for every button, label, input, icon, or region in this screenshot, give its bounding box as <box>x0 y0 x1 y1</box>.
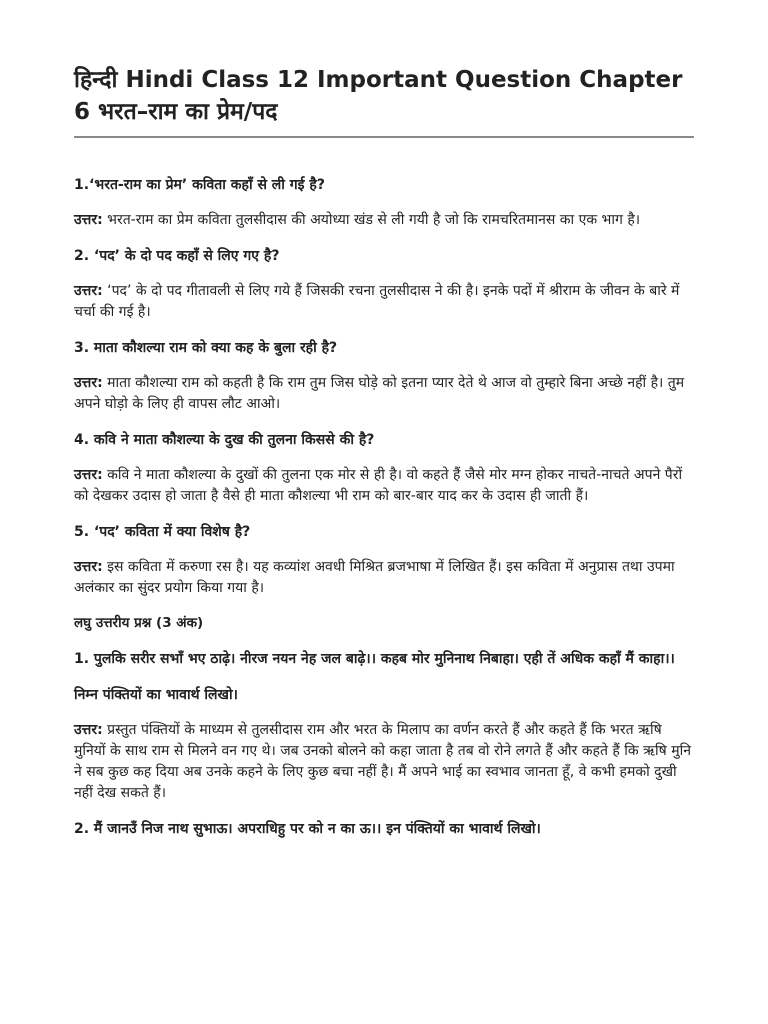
answer-text: भरत-राम का प्रेम कविता तुलसीदास की अयोध्या खंड से ली गयी है जो कि रामचरितमानस का एक भाग है। <box>107 212 641 228</box>
question-7: 2. मैं जानउँ निज नाथ सुभाऊ। अपराधिहु पर को न का ऊ।। इन पंक्तियों का भावार्थ लिखो। <box>74 821 541 837</box>
section-heading: लघु उत्तरीय प्रश्न (3 अंक) <box>74 615 204 631</box>
answer-text: माता कौशल्या राम को कहती है कि राम तुम जिस घोड़े को इतना प्यार देते थे आज वो तुम्हारे बिना अच्छे नहीं है। तुम अपने घोड़ो के लिए ही वापस लौट आओ। <box>74 375 685 412</box>
answer-label: उत्तर: <box>74 722 103 738</box>
answer-2 <box>74 281 694 323</box>
answer-text: ‘पद’ के दो पद गीतावली से लिए गये हैं जिसकी रचना तुलसीदास ने की है। इनके पदों में श्रीराम के जीवन के बारे में चर्चा की गई है। <box>74 283 680 320</box>
question-6-instruction: निम्न पंक्तियों का भावार्थ लिखो। <box>74 687 238 703</box>
question-3: 3. माता कौशल्या राम को क्या कह के बुला रही है? <box>74 340 338 356</box>
answer-5 <box>74 557 694 599</box>
answer-label: उत्तर: <box>74 559 103 575</box>
answer-text: कवि ने माता कौशल्या के दुखों की तुलना एक मोर से ही है। वो कहते हैं जैसे मोर मग्न होकर नाचते-नाचते अपने पैरों को देखकर उदास हो जाता है वैसे ही माता कौशल्या भी राम को बार-बार याद कर के उदास ही जाती हैं। <box>74 467 683 504</box>
question-1: 1.‘भरत-राम का प्रेम’ कविता कहाँ से ली गई है? <box>74 177 325 193</box>
page-bottom-fade <box>0 952 768 1024</box>
question-2: 2. ‘पद’ के दो पद कहाँ से लिए गए है? <box>74 248 280 264</box>
answer-label: उत्तर: <box>74 467 103 483</box>
answer-text: प्रस्तुत पंक्तियों के माध्यम से तुलसीदास राम और भरत के मिलाप का वर्णन करते हैं और कहते हैं कि भरत ऋषि मुनियों के साथ राम से मिलने वन गए थे। जब उनको बोलने को कहा जाता है तब वो रोने लगते हैं और कहते हैं कि ऋषि मुनि ने सब कुछ कह दिया अब उनके कहने के लिए कुछ बचा नहीं है। मैं अपने भाई का स्वभाव जानता हूँ, वे कभी हमको दुखी नहीं देख सकते हैं। <box>74 722 691 801</box>
answer-text: इस कविता में करुणा रस है। यह कव्यांश अवधी मिश्रित ब्रजभाषा में लिखित हैं। इस कविता में अनुप्रास तथा उपमा अलंकार का सुंदर प्रयोग किया गया है। <box>74 559 675 596</box>
answer-4 <box>74 465 694 507</box>
document-page <box>74 64 694 854</box>
answer-label: उत्तर: <box>74 375 103 391</box>
answer-6 <box>74 720 694 804</box>
answer-label: उत्तर: <box>74 283 103 299</box>
question-6: 1. पुलकि सरीर सभाँ भए ठाढ़े। नीरज नयन नेह जल बाढ़े।। कहब मोर मुनिनाथ निबाहा। एही तें अधिक कहाँ मैं काहा।। <box>74 651 675 667</box>
question-list <box>74 174 694 840</box>
answer-1 <box>74 210 694 231</box>
page-title: हिन्दी Hindi Class 12 Important Question Chapter 6 भरत–राम का प्रेम/पद <box>74 64 694 138</box>
answer-label: उत्तर: <box>74 212 103 228</box>
answer-3 <box>74 373 694 415</box>
question-5: 5. ‘पद’ कविता में क्या विशेष है? <box>74 524 251 540</box>
question-4: 4. कवि ने माता कौशल्या के दुख की तुलना किससे की है? <box>74 432 375 448</box>
